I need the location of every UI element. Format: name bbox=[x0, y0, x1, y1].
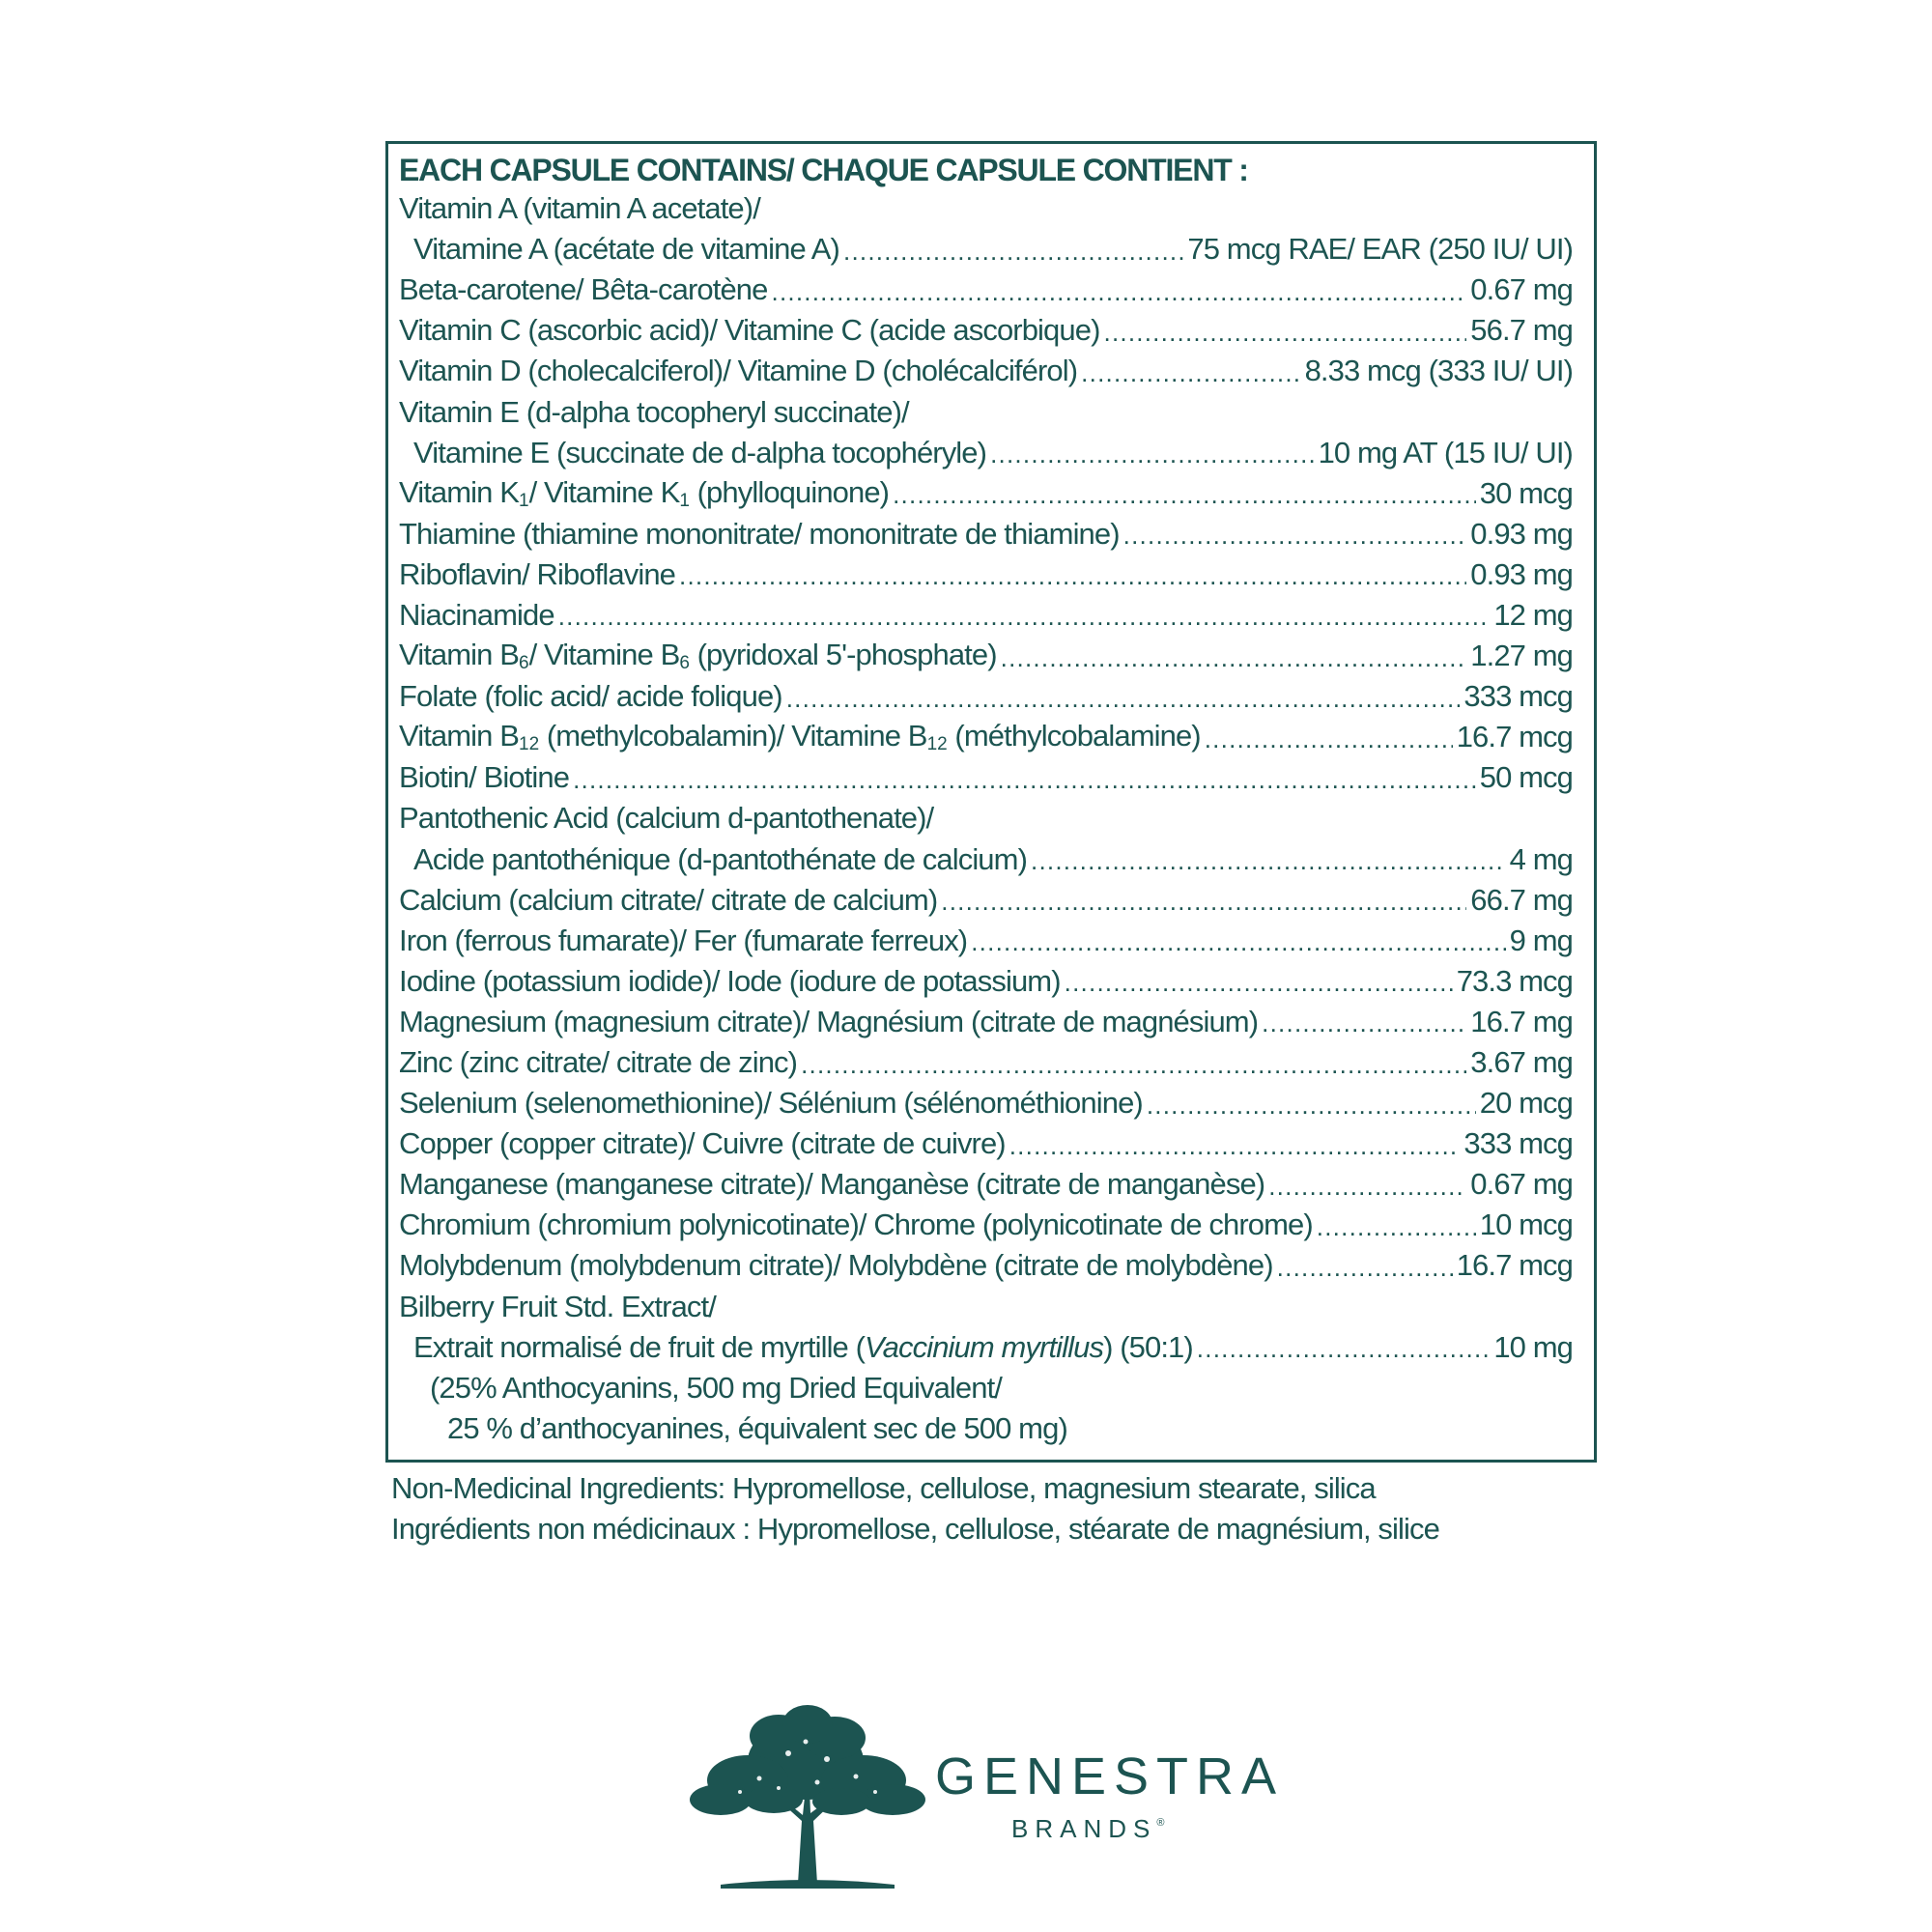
leader-dots bbox=[893, 480, 1476, 510]
brand-subtitle: BRANDS® bbox=[1011, 1814, 1165, 1843]
supplement-facts-panel bbox=[385, 141, 1597, 1463]
ingredient-amount: 4 mg bbox=[1509, 841, 1573, 876]
leader-dots bbox=[1205, 724, 1453, 754]
ingredient-amount: 20 mcg bbox=[1479, 1086, 1573, 1121]
list-item bbox=[399, 270, 1573, 310]
ingredient-name: Vitamin D (cholecalciferol)/ Vitamine D (cholécalciférol) bbox=[399, 354, 1078, 388]
leader-dots bbox=[558, 602, 1491, 632]
ingredient-name: Beta-carotene/ Bêta-carotène bbox=[399, 272, 768, 307]
list-item bbox=[399, 1245, 1573, 1286]
ingredient-name: Vitamine A (acétate de vitamine A) bbox=[413, 232, 839, 267]
ingredient-name: Pantothenic Acid (calcium d-pantothenate)/ bbox=[399, 801, 934, 836]
ingredient-amount: 10 mg bbox=[1493, 1329, 1573, 1364]
leader-dots bbox=[941, 887, 1466, 917]
list-item bbox=[399, 391, 1573, 432]
ingredient-name: Vitamin A (vitamin A acetate)/ bbox=[399, 191, 760, 226]
ingredient-amount: 8.33 mcg (333 IU/ UI) bbox=[1304, 354, 1573, 388]
ingredient-amount: 333 mcg bbox=[1463, 679, 1573, 714]
ingredient-name: Calcium (calcium citrate/ citrate de calcium) bbox=[399, 882, 938, 917]
list-item bbox=[399, 433, 1573, 473]
ingredient-name: Thiamine (thiamine mononitrate/ mononitrate de thiamine) bbox=[399, 516, 1120, 551]
list-item bbox=[399, 1408, 1573, 1449]
list-item bbox=[399, 229, 1573, 270]
ingredient-name: Riboflavin/ Riboflavine bbox=[399, 556, 676, 591]
ingredient-amount: 16.7 mcg bbox=[1456, 1248, 1573, 1283]
leader-dots bbox=[1031, 846, 1506, 876]
leader-dots bbox=[1268, 1172, 1466, 1202]
non-medicinal-fr: Ingrédients non médicinaux : Hypromellose, cellulose, stéarate de magnésium, silice bbox=[391, 1512, 1439, 1546]
ingredient-name: Iron (ferrous fumarate)/ Fer (fumarate ferreux) bbox=[399, 923, 968, 957]
leader-dots bbox=[1262, 1009, 1466, 1038]
leader-dots bbox=[1317, 1212, 1476, 1242]
list-item bbox=[399, 1083, 1573, 1123]
ingredient-note: (25% Anthocyanins, 500 mg Dried Equivalent/ bbox=[430, 1370, 1003, 1405]
leader-dots bbox=[1009, 1131, 1461, 1161]
non-medicinal-ingredients bbox=[391, 1468, 1647, 1549]
ingredient-name: Vitamin C (ascorbic acid)/ Vitamine C (acide ascorbique) bbox=[399, 313, 1100, 348]
ingredient-amount: 0.67 mg bbox=[1470, 1167, 1573, 1202]
ingredient-name: Vitamin E (d-alpha tocopheryl succinate)/ bbox=[399, 394, 909, 429]
ingredient-amount: 9 mg bbox=[1509, 923, 1573, 957]
ingredient-amount: 30 mcg bbox=[1479, 475, 1573, 510]
list-item bbox=[399, 351, 1573, 391]
ingredient-name: Folate (folic acid/ acide folique) bbox=[399, 679, 782, 714]
ingredient-name: Acide pantothénique (d-pantothénate de calcium) bbox=[413, 841, 1027, 876]
brand-name: GENESTRA bbox=[935, 1747, 1285, 1805]
ingredient-name: Copper (copper citrate)/ Cuivre (citrate de cuivre) bbox=[399, 1126, 1006, 1161]
ingredient-name: Biotin/ Biotine bbox=[399, 760, 570, 795]
list-item bbox=[399, 1368, 1573, 1408]
ingredient-amount: 16.7 mg bbox=[1470, 1004, 1573, 1038]
leader-dots bbox=[1104, 318, 1467, 348]
leader-dots bbox=[679, 561, 1466, 591]
leader-dots bbox=[1147, 1091, 1476, 1121]
ingredient-name: Niacinamide bbox=[399, 597, 554, 632]
list-item bbox=[399, 1205, 1573, 1245]
ingredient-amount: 0.93 mg bbox=[1470, 516, 1573, 551]
leader-dots bbox=[772, 277, 1467, 307]
ingredient-amount: 3.67 mg bbox=[1470, 1045, 1573, 1080]
leader-dots bbox=[990, 440, 1315, 469]
ingredient-amount: 73.3 mcg bbox=[1456, 963, 1573, 998]
list-item bbox=[399, 636, 1573, 676]
ingredient-name: Zinc (zinc citrate/ citrate de zinc) bbox=[399, 1045, 798, 1080]
list-item bbox=[399, 676, 1573, 717]
leader-dots bbox=[1001, 643, 1467, 673]
list-item bbox=[399, 921, 1573, 961]
ingredient-amount: 0.93 mg bbox=[1470, 556, 1573, 591]
leader-dots bbox=[573, 765, 1476, 795]
list-item bbox=[399, 798, 1573, 838]
list-item bbox=[399, 1327, 1573, 1368]
leader-dots bbox=[1123, 521, 1467, 551]
ingredient-amount: 66.7 mg bbox=[1470, 882, 1573, 917]
ingredient-amount: 75 mcg RAE/ EAR (250 IU/ UI) bbox=[1187, 232, 1573, 267]
list-item bbox=[399, 757, 1573, 798]
ingredient-amount: 0.67 mg bbox=[1470, 272, 1573, 307]
ingredient-amount: 333 mcg bbox=[1463, 1126, 1573, 1161]
list-item bbox=[399, 514, 1573, 554]
ingredient-name: Vitamin $K_1/$ Vitamine $K_1$ (phylloquinone) bbox=[399, 474, 890, 511]
ingredient-name: Manganese (manganese citrate)/ Manganèse (citrate de manganèse) bbox=[399, 1167, 1265, 1202]
list-item bbox=[399, 473, 1573, 514]
ingredient-name: Selenium (selenomethionine)/ Sélénium (sélénométhionine) bbox=[399, 1086, 1143, 1121]
list-item bbox=[399, 188, 1573, 229]
ingredient-amount: 16.7 mcg bbox=[1456, 720, 1573, 754]
leader-dots bbox=[1277, 1253, 1453, 1283]
list-item bbox=[399, 961, 1573, 1002]
leader-dots bbox=[1197, 1334, 1491, 1364]
ingredient-name: Magnesium (magnesium citrate)/ Magnésium (citrate de magnésium) bbox=[399, 1004, 1259, 1038]
list-item bbox=[399, 595, 1573, 636]
ingredient-amount: 56.7 mg bbox=[1470, 313, 1573, 348]
leader-dots bbox=[801, 1050, 1466, 1080]
ingredient-amount: 10 mg AT (15 IU/ UI) bbox=[1318, 435, 1573, 469]
ingredient-amount: 10 mcg bbox=[1479, 1208, 1573, 1242]
ingredient-name: Molybdenum (molybdenum citrate)/ Molybdène (citrate de molybdène) bbox=[399, 1248, 1273, 1283]
ingredient-amount: 12 mg bbox=[1493, 597, 1573, 632]
leader-dots bbox=[843, 237, 1183, 267]
list-item bbox=[399, 880, 1573, 921]
list-item bbox=[399, 1042, 1573, 1083]
ingredient-name: Extrait normalisé de fruit de myrtille (Vaccinium myrtillus) (50:1) bbox=[413, 1329, 1193, 1364]
facts-header: EACH CAPSULE CONTAINS/ CHAQUE CAPSULE CONTIENT : bbox=[399, 153, 1248, 187]
ingredient-amount: 50 mcg bbox=[1479, 760, 1573, 795]
list-item bbox=[399, 310, 1573, 351]
ingredient-note: 25 % d’anthocyanines, équivalent sec de 500 mg) bbox=[447, 1410, 1067, 1445]
ingredient-name: Iodine (potassium iodide)/ Iode (iodure de potassium) bbox=[399, 963, 1061, 998]
leader-dots bbox=[1065, 968, 1453, 998]
ingredient-name: Vitamin $B_{12}$ (methylcobalamin)/ Vitamine $B_{12}$ (méthylcobalamine) bbox=[399, 719, 1201, 755]
list-item bbox=[399, 554, 1573, 595]
non-medicinal-en: Non-Medicinal Ingredients: Hypromellose, cellulose, magnesium stearate, silica bbox=[391, 1471, 1376, 1505]
leader-dots bbox=[786, 684, 1461, 714]
list-item bbox=[399, 717, 1573, 757]
list-item bbox=[399, 1164, 1573, 1205]
registered-mark: ® bbox=[1156, 1817, 1165, 1829]
ingredient-name: Chromium (chromium polynicotinate)/ Chrome (polynicotinate de chrome) bbox=[399, 1208, 1313, 1242]
ingredient-name: Bilberry Fruit Std. Extract/ bbox=[399, 1289, 716, 1323]
ingredient-name: Vitamin $B_6/$ Vitamine $B_6$ (pyridoxal 5'-phosphate) bbox=[399, 638, 997, 674]
ingredient-amount: 1.27 mg bbox=[1470, 639, 1573, 673]
leader-dots bbox=[971, 927, 1505, 957]
ingredient-name: Vitamine E (succinate de d-alpha tocophéryle) bbox=[413, 435, 987, 469]
list-item bbox=[399, 839, 1573, 880]
list-item bbox=[399, 1287, 1573, 1327]
leader-dots bbox=[1081, 358, 1300, 388]
list-item bbox=[399, 1123, 1573, 1164]
list-item bbox=[399, 1002, 1573, 1042]
